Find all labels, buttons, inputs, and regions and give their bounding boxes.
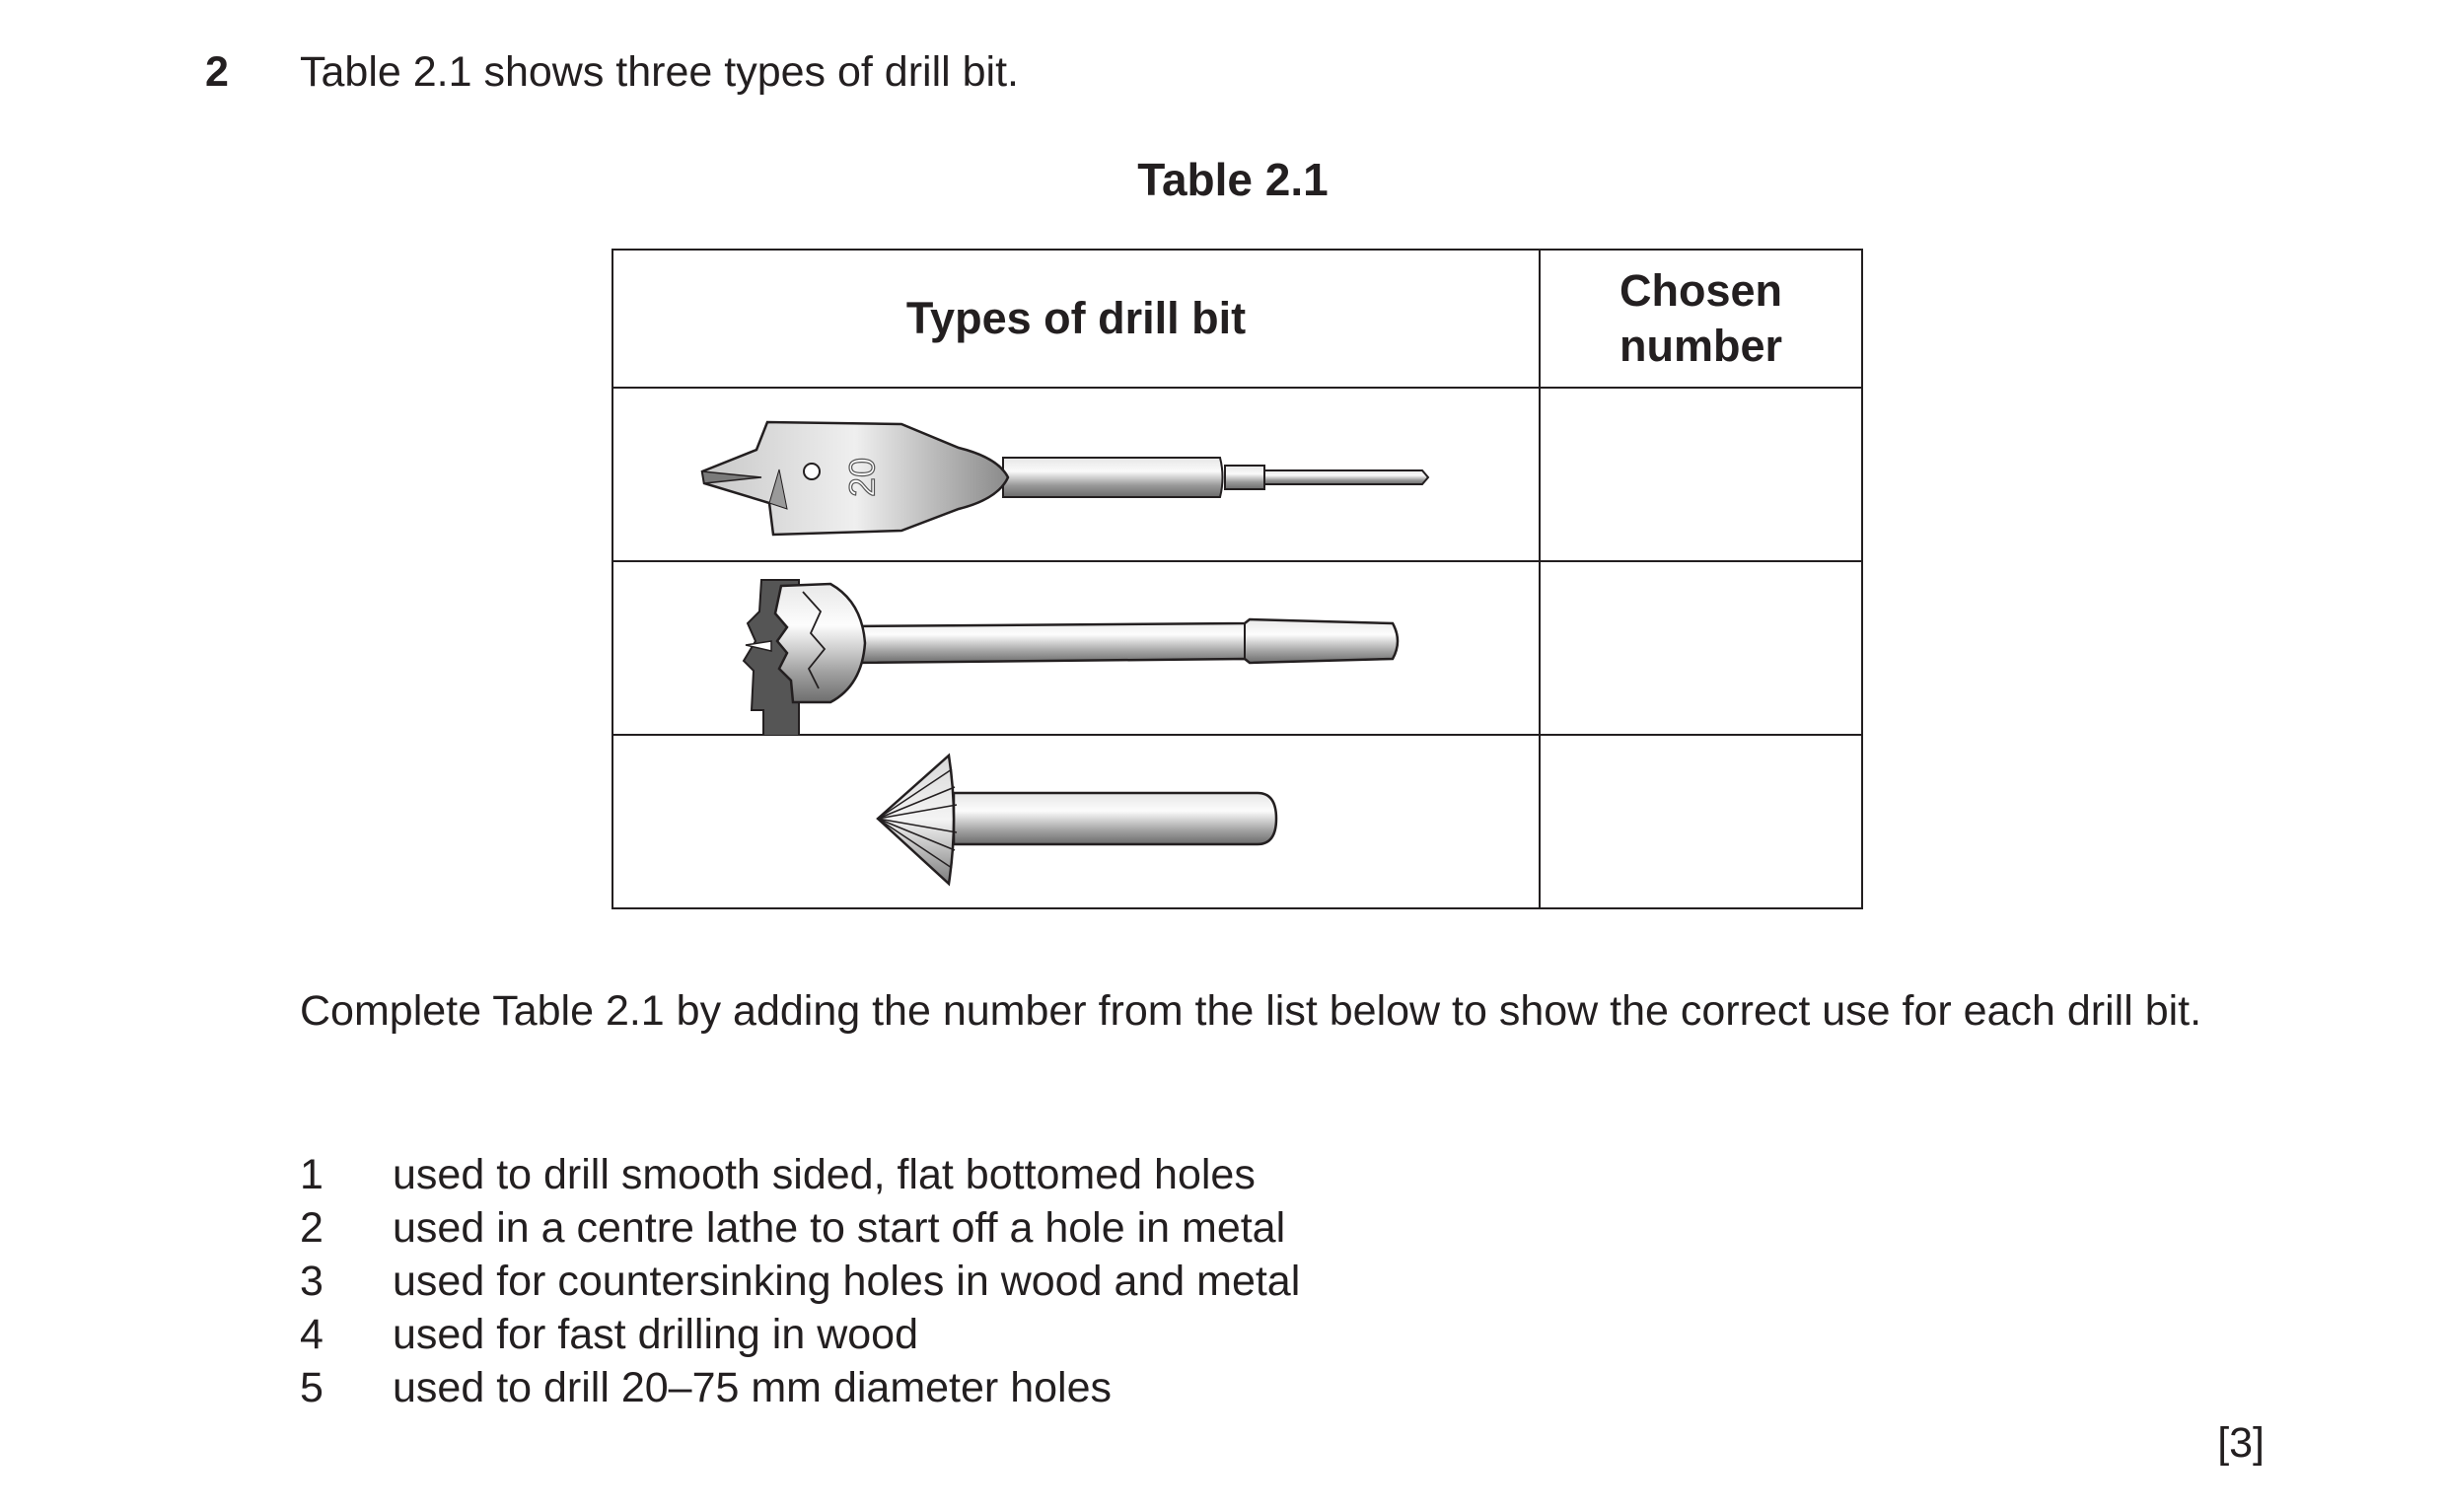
option-text: used to drill smooth sided, flat bottomed holes xyxy=(393,1151,1256,1198)
option-text: used for fast drilling in wood xyxy=(393,1311,919,1358)
header-types-of-drill-bit: Types of drill bit xyxy=(612,250,1540,388)
flat-wood-bit-illustration xyxy=(613,389,1539,562)
size-marking-text: 20 xyxy=(841,457,883,498)
marks-indicator: [3] xyxy=(2217,1419,2265,1467)
option-text: used for countersinking holes in wood and metal xyxy=(393,1258,1301,1305)
countersink-bit-illustration xyxy=(613,736,1539,909)
list-item xyxy=(300,1148,1300,1201)
drill-bit-table xyxy=(612,249,1863,909)
drill-bit-image-cell xyxy=(612,561,1540,735)
option-number: 3 xyxy=(300,1258,324,1305)
option-text: used to drill 20–75 mm diameter holes xyxy=(393,1364,1112,1411)
option-number: 1 xyxy=(300,1151,324,1198)
chosen-number-cell-3[interactable] xyxy=(1540,735,1862,908)
table-caption: Table 2.1 xyxy=(1137,154,1329,205)
question-number: 2 xyxy=(205,48,229,96)
drill-bit-image-cell xyxy=(612,388,1540,561)
list-item xyxy=(300,1361,1300,1414)
option-number: 5 xyxy=(300,1364,324,1411)
options-list xyxy=(300,1148,1300,1414)
chosen-number-cell-1[interactable] xyxy=(1540,388,1862,561)
list-item xyxy=(300,1308,1300,1361)
option-number: 4 xyxy=(300,1311,324,1358)
instruction-text: Complete Table 2.1 by adding the number from the list below to show the correct use for each drill bit. xyxy=(300,987,2202,1035)
drill-bit-image-cell xyxy=(612,735,1540,908)
table-row xyxy=(612,735,1862,908)
option-text: used in a centre lathe to start off a hole in metal xyxy=(393,1204,1286,1252)
header-chosen-number xyxy=(1540,250,1862,388)
table-header-row xyxy=(612,250,1862,388)
option-number: 2 xyxy=(300,1204,324,1252)
table-row xyxy=(612,561,1862,735)
forstner-bit-illustration xyxy=(613,562,1539,736)
chosen-number-cell-2[interactable] xyxy=(1540,561,1862,735)
list-item xyxy=(300,1201,1300,1255)
list-item xyxy=(300,1255,1300,1308)
table-row xyxy=(612,388,1862,561)
question-text: Table 2.1 shows three types of drill bit. xyxy=(300,48,1019,96)
header-chosen-number-text: Chosen number xyxy=(1619,265,1782,371)
